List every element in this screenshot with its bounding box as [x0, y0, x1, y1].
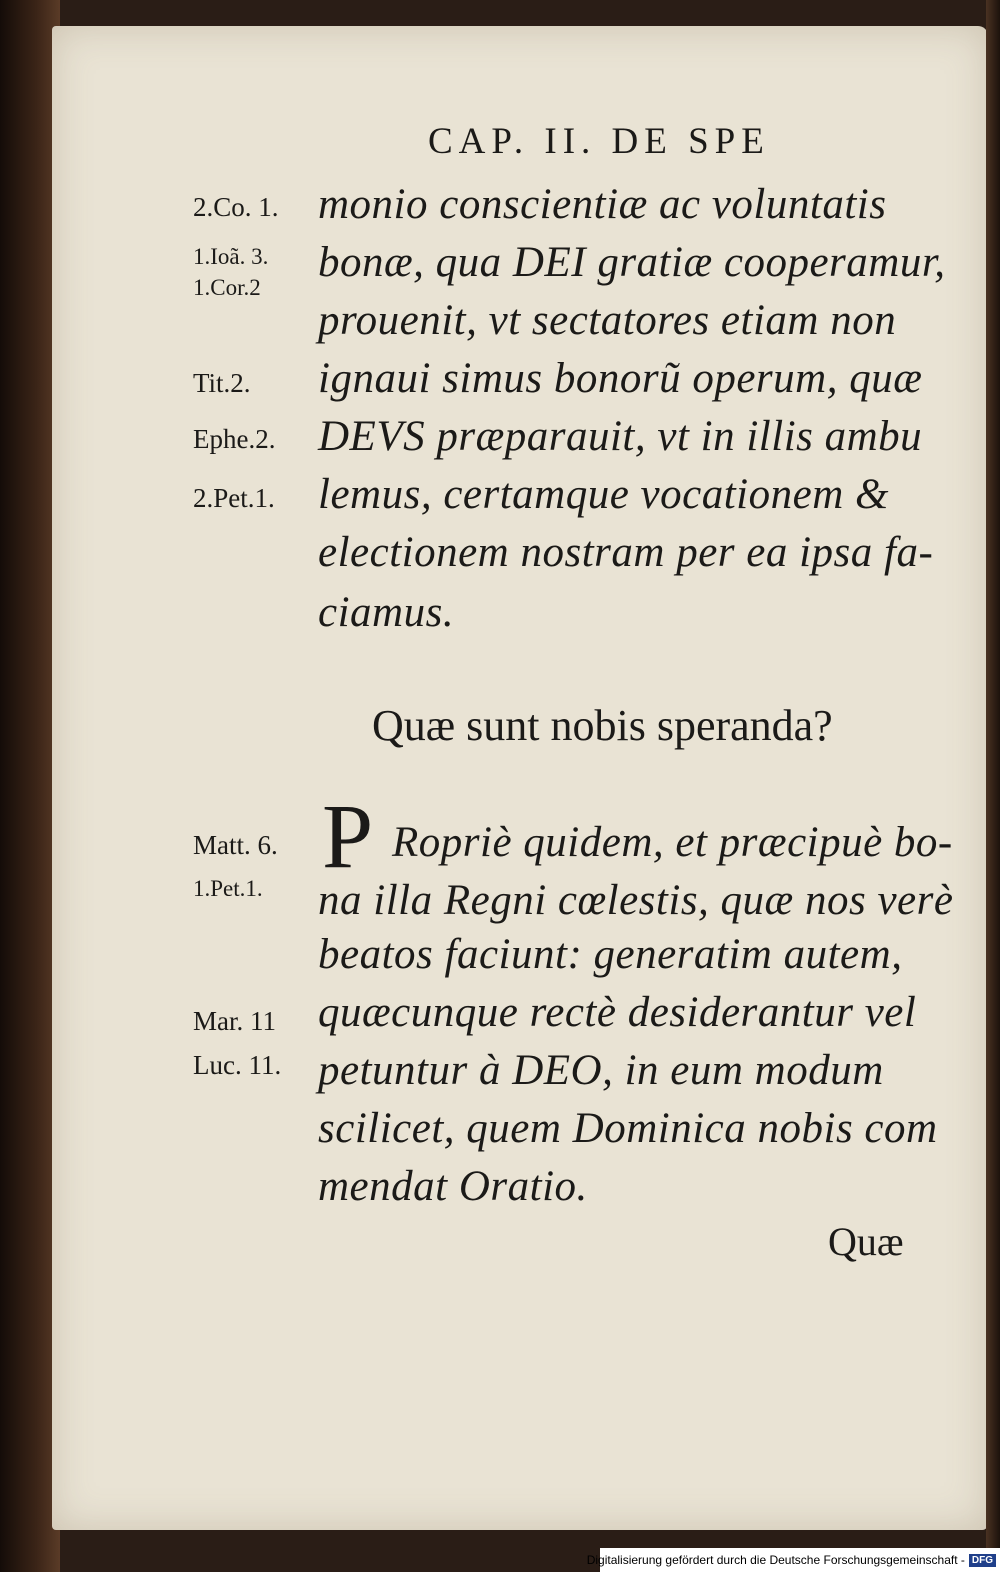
running-head: CAP. II. DE SPE — [428, 121, 770, 162]
text-line: scilicet, quem Dominica nobis com — [318, 1105, 938, 1152]
text-line: Ropriè quidem, et præcipuè bo- — [392, 819, 953, 866]
text-line: quæcunque rectè desiderantur vel — [318, 989, 917, 1036]
dfg-logo: DFG — [969, 1554, 996, 1567]
question-heading: Quæ sunt nobis speranda? — [372, 701, 833, 750]
margin-note: Mar. 11 — [193, 1006, 276, 1036]
text-line: lemus, certamque vocationem & — [318, 471, 889, 518]
text-line: bonæ, qua DEI gratiæ cooperamur, — [318, 239, 946, 286]
footer-text: Digitalisierung gefördert durch die Deutsche Forschungsgemeinschaft - — [586, 1553, 965, 1567]
margin-note: Luc. 11. — [193, 1050, 282, 1080]
text-line: DEVS præparauit, vt in illis ambu — [318, 413, 923, 460]
text-line: beatos faciunt: generatim autem, — [318, 931, 903, 978]
page-edge — [986, 0, 1000, 1560]
text-line: na illa Regni cœlestis, quæ nos verè — [318, 877, 954, 924]
catchword: Quæ — [828, 1219, 904, 1264]
text-line: electionem nostram per ea ipsa fa- — [318, 529, 934, 576]
text-line: ignaui simus bonorũ operum, quæ — [318, 355, 923, 402]
margin-note: Tit.2. — [193, 368, 251, 398]
margin-note: 1.Pet.1. — [193, 876, 263, 901]
margin-note: 2.Pet.1. — [193, 483, 275, 513]
margin-note: Ephe.2. — [193, 424, 276, 454]
text-line: mendat Oratio. — [318, 1163, 588, 1210]
text-line: prouenit, vt sectatores etiam non — [318, 297, 897, 344]
text-line: monio conscientiæ ac voluntatis — [318, 181, 887, 228]
digitization-footer — [586, 1548, 1000, 1572]
margin-note: 1.Ioã. 3. — [193, 244, 269, 269]
book-binding — [0, 0, 60, 1572]
text-line: petuntur à DEO, in eum modum — [318, 1047, 884, 1094]
text-line: ciamus. — [318, 589, 455, 636]
margin-note: Matt. 6. — [193, 830, 278, 860]
margin-note: 1.Cor.2 — [193, 275, 261, 300]
margin-note: 2.Co. 1. — [193, 192, 279, 222]
drop-cap: P — [322, 785, 374, 887]
